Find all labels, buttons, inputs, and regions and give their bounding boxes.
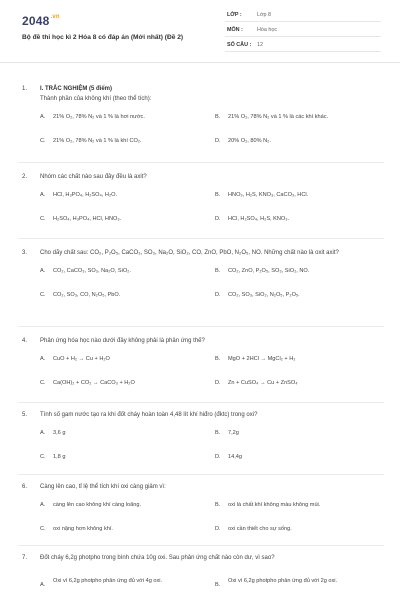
question-text: Cho dãy chất sau: CO₂, P₂O₅, CaCO₃, SO₃, Na₂O, SiO₂, CO, ZnO, PbO, N₂O₅, NO. Những chất nào là oxit axit? xyxy=(40,250,339,256)
question-number: 2. xyxy=(22,174,28,180)
answer-options xyxy=(40,429,384,474)
answer-option-b[interactable]: B. oxi là chất khí không màu không mùi. xyxy=(215,502,321,508)
meta-label: MÔN : xyxy=(227,27,243,33)
answer-option-d[interactable]: D. HCl, H₂SO₄, H₂S, KNO₃. xyxy=(215,216,290,222)
question-4 xyxy=(22,336,384,400)
meta-question-count xyxy=(225,40,381,52)
answer-options xyxy=(40,501,384,546)
section-heading: I. TRẮC NGHIỆM (5 điểm) xyxy=(40,86,113,92)
question-7 xyxy=(22,553,384,616)
question-text: Càng lên cao, tỉ lệ thể tích khí oxi càng giảm vì: xyxy=(40,484,166,490)
question-2 xyxy=(22,172,384,236)
answer-option-d[interactable]: D. oxi cần thiết cho sự sống. xyxy=(215,526,292,532)
answer-option-a[interactable]: A. càng lên cao không khí càng loãng. xyxy=(40,502,142,508)
answer-option-a[interactable]: A. CuO + H₂ → Cu + H₂O xyxy=(40,356,110,362)
meta-subject xyxy=(225,25,381,37)
answer-options xyxy=(40,267,384,312)
meta-grade xyxy=(225,10,381,22)
answer-option-d[interactable]: D. Zn + CuSO₄ → Cu + ZnSO₄ xyxy=(215,380,298,386)
answer-option-a[interactable]: A. 21% O₂, 78% N₂ và 1 % là hơi nước. xyxy=(40,114,145,120)
answer-option-b[interactable]: B. MgO + 2HCl → MgCl₂ + H₂ xyxy=(215,356,296,362)
divider xyxy=(18,162,384,163)
answer-option-b[interactable]: B. 7,2g xyxy=(215,430,239,436)
logo-suffix: .vn xyxy=(50,14,60,20)
answer-option-a[interactable]: A. CO₂, CaCO₃, SO₃, Na₂O, SiO₂. xyxy=(40,268,131,274)
answer-options xyxy=(40,355,384,400)
answer-option-a[interactable]: A. 3,6 g xyxy=(40,430,66,436)
question-text: Đốt cháy 6,2g photpho trong bình chứa 10g oxi. Sau phản ứng chất nào còn dư, vì sao? xyxy=(40,555,275,561)
question-text: Thành phần của không khí (theo thể tích): xyxy=(40,96,152,102)
answer-option-a[interactable]: A. Oxi vì 6,2g photpho phản ứng đủ với 4g oxi. xyxy=(40,578,163,588)
divider xyxy=(18,326,384,327)
answer-option-c[interactable]: C. CO₂, SO₃, CO, N₂O₅, PbO. xyxy=(40,292,121,298)
answer-option-c[interactable]: C. 21% O₂, 78% N₂ và 1 % là khí CO₂. xyxy=(40,138,142,144)
answer-option-b[interactable]: B. 21% O₂, 78% N₂ và 1 % là các khí khác. xyxy=(215,114,329,120)
question-text: Tính số gam nước tạo ra khi đốt cháy hoàn toàn 4,48 lít khí hiđro (đktc) trong oxi? xyxy=(40,412,258,418)
site-logo[interactable] xyxy=(22,14,60,28)
question-5 xyxy=(22,410,384,474)
header xyxy=(0,0,400,63)
meta-label: LỚP : xyxy=(227,12,242,18)
answer-options xyxy=(40,571,384,616)
answer-option-c[interactable]: C. oxi nặng hơn không khí. xyxy=(40,526,113,532)
answer-option-a[interactable]: A. HCl, H₃PO₄, H₂SO₄, H₂O. xyxy=(40,192,118,198)
question-number: 1. xyxy=(22,86,28,92)
answer-option-c[interactable]: C. H₂SO₄, H₃PO₄, HCl, HNO₃. xyxy=(40,216,122,222)
question-text: Phản ứng hóa học nào dưới đây không phải là phản ứng thế? xyxy=(40,338,205,344)
divider xyxy=(18,474,384,475)
question-number: 3. xyxy=(22,250,28,256)
meta-value: 12 xyxy=(257,42,263,48)
answer-option-b[interactable]: B. HNO₃, H₂S, KNO₃, CaCO₃, HCl. xyxy=(215,192,309,198)
question-1 xyxy=(22,84,384,158)
meta-label: SỐ CÂU : xyxy=(227,42,252,48)
question-3 xyxy=(22,248,384,312)
divider xyxy=(18,238,384,239)
question-text: Nhóm các chất nào sau đây đều là axit? xyxy=(40,174,147,180)
logo-text: 2048 xyxy=(22,14,50,28)
question-6 xyxy=(22,482,384,546)
document-title: Bộ đề thi học kì 2 Hóa 8 có đáp án (Mới nhất) (Đề 2) xyxy=(22,34,184,41)
question-number: 7. xyxy=(22,555,28,561)
question-number: 4. xyxy=(22,338,28,344)
answer-options xyxy=(40,191,384,236)
divider xyxy=(18,402,384,403)
answer-option-d[interactable]: D. CO₂, SO₃, SiO₂, N₂O₅, P₂O₅. xyxy=(215,292,300,298)
meta-value: Lớp 8 xyxy=(257,12,272,18)
answer-option-d[interactable]: D. 14,4g xyxy=(215,454,242,460)
answer-option-c[interactable]: C. Ca(OH)₂ + CO₂ → CaCO₃ + H₂O xyxy=(40,380,135,386)
answer-option-d[interactable]: D. 20% O₂, 80% N₂. xyxy=(215,138,271,144)
answer-option-b[interactable]: B. CO₂, ZnO, P₂O₅, SO₃, SiO₂, NO. xyxy=(215,268,310,274)
answer-option-c[interactable]: C. 1,8 g xyxy=(40,454,66,460)
question-number: 5. xyxy=(22,412,28,418)
divider xyxy=(18,545,384,546)
meta-value: Hóa học xyxy=(257,27,278,33)
answer-option-b[interactable]: B. Oxi vì 6,2g photpho phản ứng đủ với 2g oxi. xyxy=(215,578,338,588)
question-number: 6. xyxy=(22,484,28,490)
answer-options xyxy=(40,113,384,158)
